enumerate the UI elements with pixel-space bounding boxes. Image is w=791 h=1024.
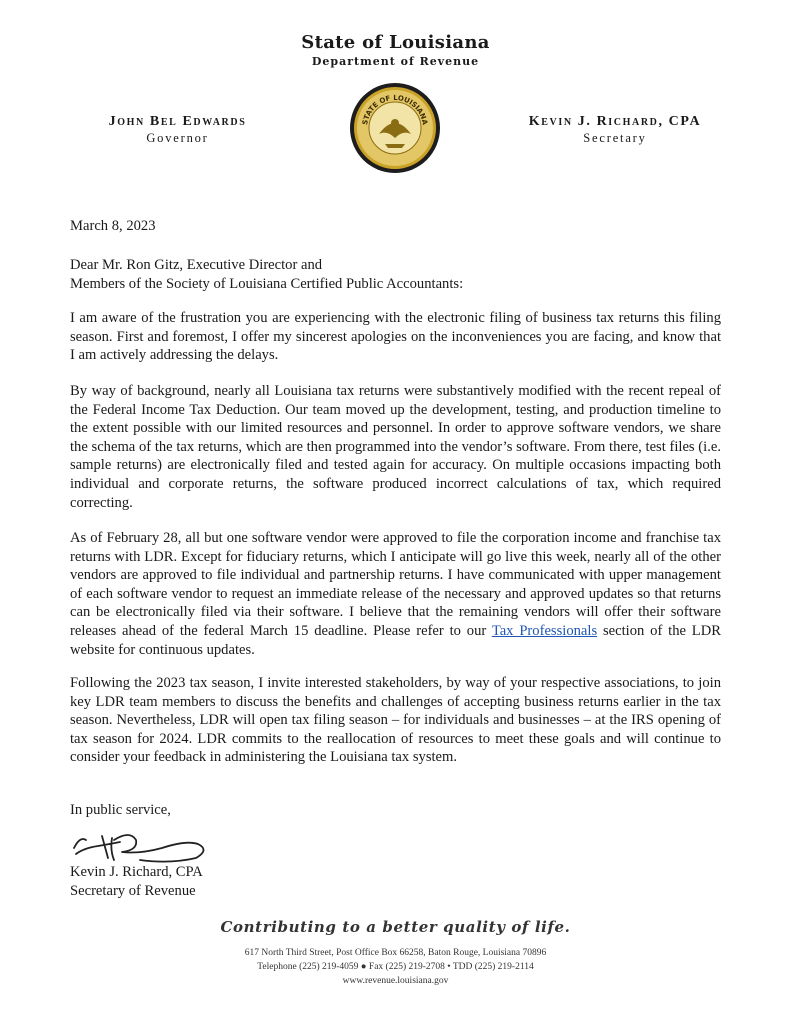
letterhead-state: State of Louisiana [301, 32, 490, 53]
letter-date: March 8, 2023 [70, 218, 156, 234]
closing: In public service, [70, 802, 171, 818]
salutation-line-2: Members of the Society of Louisiana Certified Public Accountants: [70, 275, 464, 292]
salutation [70, 256, 721, 293]
paragraph-3-text-b: section of the LDR website for continuous updates. [70, 622, 721, 658]
footer-phones: Telephone (225) 219-4059 ● Fax (225) 219-2708 • TDD (225) 219-2114 [257, 962, 534, 972]
signer-title: Secretary of Revenue [70, 882, 196, 899]
state-seal-icon [349, 82, 441, 174]
paragraph-3-text-a: As of February 28, all but one software vendor were approved to file the corporation income and franchise tax returns with LDR. Except for fiduciary returns, which I anticipate will go live this week, nearly all of the other vendors are approved to file individual and partnership returns. I have communicated with upper management of each software vendor to request an immediate release of the necessary and approved updates so that returns can be electronically filed via their software. I believe that the remaining vendors will offer their software releases ahead of the federal March 15 deadline. Please refer to our [70, 530, 721, 639]
footer-motto: Contributing to a better quality of life. [220, 918, 571, 936]
governor-block [95, 114, 260, 146]
paragraph-2: By way of background, nearly all Louisiana tax returns were substantively modified with the recent repeal of the Federal Income Tax Deduction. Our team moved up the development, testing, and production timeline to the extent possible with our limited resources and personnel. In order to approve software vendors, we share the schema of the tax returns, which are then programmed into the vendor’s software. From there, test files (i.e. sample returns) are electronically filed and tested again for accuracy. On multiple occasions impacting both individual and corporate returns, the software produced incorrect calculations of tax, which required correcting. [70, 383, 721, 511]
secretary-name: Kevin J. Richard, CPA [528, 114, 702, 129]
secretary-title: Secretary [583, 131, 647, 145]
letterhead-department: Department of Revenue [311, 55, 480, 68]
tax-professionals-link[interactable]: Tax Professionals [491, 622, 598, 639]
paragraph-3 [70, 529, 721, 659]
secretary-block [515, 114, 715, 146]
governor-name: John Bel Edwards [108, 114, 247, 129]
signature-image [70, 818, 220, 866]
footer-website[interactable]: www.revenue.louisiana.gov [342, 976, 449, 986]
salutation-line-1: Dear Mr. Ron Gitz, Executive Director and [70, 257, 323, 273]
seal-text: STATE OF LOUISIANA [361, 93, 429, 126]
governor-title: Governor [146, 131, 209, 145]
signature-block [70, 863, 721, 900]
signer-name: Kevin J. Richard, CPA [70, 864, 203, 880]
paragraph-1: I am aware of the frustration you are experiencing with the electronic filing of business tax returns this filing season. First and foremost, I offer my sincerest apologies on the inconveniences you are facing, and know that I am actively addressing the delays. [70, 310, 721, 364]
paragraph-4: Following the 2023 tax season, I invite interested stakeholders, by way of your respective associations, to join key LDR team members to discuss the benefits and challenges of accepting business returns earlier in the tax season. Nevertheless, LDR will open tax filing season – for individuals and businesses – at the IRS opening of tax season for 2024. LDR commits to the reallocation of resources to meet these goals and will continue to consider your feedback in administering the Louisiana tax system. [70, 675, 721, 766]
footer-address: 617 North Third Street, Post Office Box 66258, Baton Rouge, Louisiana 70896 [244, 948, 547, 958]
